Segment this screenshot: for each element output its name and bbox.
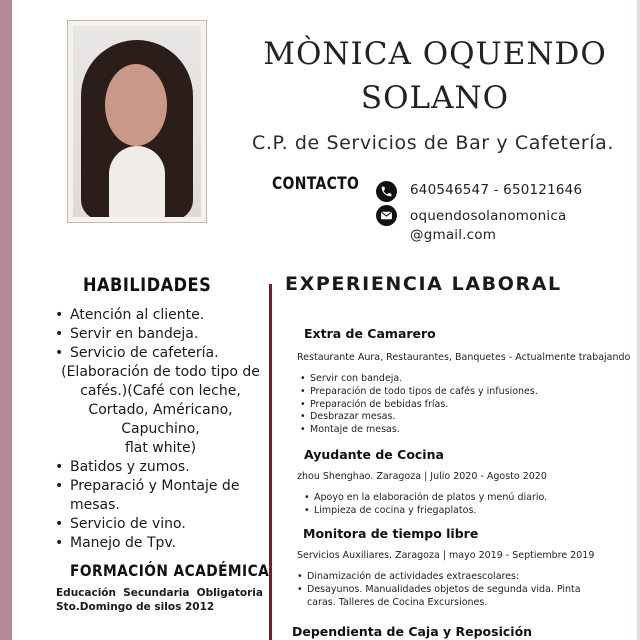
task-item: • Dinamización de actividades extraescolares: bbox=[295, 571, 595, 584]
experience-heading: EXPERIENCIA LABORAL bbox=[285, 273, 562, 295]
job-4-title: Dependienta de Caja y Reposición bbox=[292, 624, 533, 639]
job-1-tasks bbox=[298, 373, 618, 437]
task-item: • Montaje de mesas. bbox=[298, 424, 618, 437]
email-line-1: oquendosolanomonica bbox=[410, 208, 567, 224]
name-line-2: SOLANO bbox=[360, 80, 510, 116]
job-2-tasks bbox=[302, 492, 612, 518]
skill-detail: (Elaboración de todo tipo de bbox=[61, 364, 260, 380]
job-1-title: Extra de Camarero bbox=[304, 326, 436, 341]
skills-heading: HABILIDADES bbox=[83, 274, 212, 296]
skill-item: • Batidos y zumos. bbox=[48, 458, 273, 477]
left-accent-bar bbox=[0, 0, 12, 640]
education-word: Educación bbox=[56, 587, 116, 599]
phone-icon bbox=[376, 181, 397, 202]
task-item: • Desbrazar mesas. bbox=[298, 411, 618, 424]
skill-detail: cafés.)(Café con leche, bbox=[80, 383, 241, 399]
task-item: • Preparación de bebidas frías. bbox=[298, 399, 618, 412]
education-word: Obligatoria bbox=[196, 587, 263, 599]
job-3-title: Monitora de tiempo libre bbox=[303, 526, 479, 541]
contact-heading: CONTACTO bbox=[272, 174, 360, 194]
task-item: • Limpieza de cocina y friegaplatos. bbox=[302, 505, 612, 518]
skill-item: • Preparació y Montaje de mesas. bbox=[48, 477, 273, 515]
task-item: • Apoyo en la elaboración de platos y menú diario. bbox=[302, 492, 612, 505]
job-3-subtitle: Servicios Auxiliares. Zaragoza | mayo 2019 - Septiembre 2019 bbox=[297, 550, 595, 561]
profile-photo bbox=[67, 20, 207, 223]
email-line-2: @gmail.com bbox=[410, 227, 497, 243]
name-line-1: MÒNICA OQUENDO bbox=[263, 36, 607, 72]
portrait-image bbox=[73, 26, 201, 217]
skills-list bbox=[48, 306, 273, 553]
job-title: C.P. de Servicios de Bar y Cafetería. bbox=[252, 132, 615, 154]
task-item: • Servir con bandeja. bbox=[298, 373, 618, 386]
job-3-tasks bbox=[295, 571, 595, 609]
email-icon bbox=[376, 205, 397, 226]
education-line-1 bbox=[56, 587, 263, 599]
phone-number: 640546547 - 650121646 bbox=[410, 182, 583, 198]
education-heading: FORMACIÓN ACADÉMICA bbox=[70, 561, 270, 580]
skill-item: • Servicio de vino. bbox=[48, 515, 273, 534]
skill-item: • Servicio de cafetería. bbox=[48, 344, 273, 363]
education-word: Secundaria bbox=[123, 587, 190, 599]
portrait-face bbox=[105, 64, 167, 146]
skill-item: • Servir en bandeja. bbox=[48, 325, 273, 344]
skill-item: • Atención al cliente. bbox=[48, 306, 273, 325]
skill-detail: Cortado, Américano, Capuchino, bbox=[88, 402, 233, 437]
section-divider bbox=[269, 284, 272, 640]
skill-detail: flat white) bbox=[124, 440, 197, 456]
portrait-sweater bbox=[109, 146, 165, 217]
task-item: • Desayunos. Manualidades objetos de segunda vida. Pinta caras. Talleres de Cocina Excursiones. bbox=[295, 584, 595, 610]
job-1-subtitle: Restaurante Aura, Restaurantes, Banquetes - Actualmente trabajando bbox=[297, 352, 631, 363]
skill-item: • Manejo de Tpv. bbox=[48, 534, 273, 553]
education-line-2: Sto.Domingo de silos 2012 bbox=[56, 601, 215, 613]
task-item: • Preparación de todo tipos de cafés y infusiones. bbox=[298, 386, 618, 399]
job-2-title: Ayudante de Cocina bbox=[304, 447, 444, 462]
job-2-subtitle: zhou Shenghao. Zaragoza | Julio 2020 - Agosto 2020 bbox=[297, 471, 547, 482]
